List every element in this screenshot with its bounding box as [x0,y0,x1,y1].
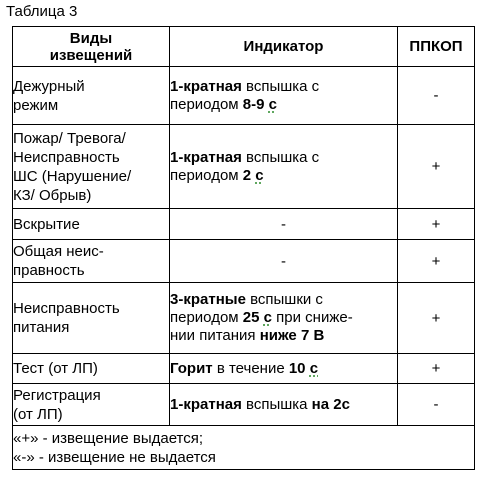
ppkop-cell: - [398,384,475,426]
legend-minus-note: «-» - извещение не выдается [13,448,216,466]
indicator-cell: 1-кратная вспышка с периодом 2 с [170,125,398,209]
header-ppkop: ППКОП [398,27,475,67]
table-row [13,67,475,125]
indicator-cell: 1-кратная вспышка на 2с [170,384,398,426]
indicator-cell: 1-кратная вспышка с периодом 8-9 с [170,67,398,125]
table-caption: Таблица 3 [6,3,78,20]
table-row [13,125,475,209]
indicator-cell: - [170,209,398,240]
ppkop-cell: + [398,354,475,384]
notification-type-cell: Дежурный режим [13,67,170,125]
ppkop-cell: - [398,67,475,125]
table-row [13,354,475,384]
notification-type-cell: Неисправность питания [13,283,170,354]
notification-type-cell: Пожар/ Тревога/ Неисправность ШС (Нарушение/ КЗ/ Обрыв) [13,125,170,209]
ppkop-cell: + [398,125,475,209]
legend-cell [13,426,475,470]
ppkop-cell: + [398,240,475,283]
notification-table [12,26,475,470]
table-row [13,209,475,240]
table-row [13,240,475,283]
table-row [13,384,475,426]
legend-plus-note: «+» - извещение выдается; [13,429,204,447]
notification-type-cell: Общая неис- правность [13,240,170,283]
ppkop-cell: + [398,283,475,354]
header-indicator: Индикатор [170,27,398,67]
indicator-cell: Горит в течение 10 с [170,354,398,384]
notification-type-cell: Вскрытие [13,209,170,240]
indicator-cell: 3-кратные вспышки с периодом 25 с при сниже- нии питания ниже 7 В [170,283,398,354]
legend-row [13,426,475,470]
notification-type-cell: Тест (от ЛП) [13,354,170,384]
indicator-cell: - [170,240,398,283]
ppkop-cell: + [398,209,475,240]
notification-type-cell: Регистрация (от ЛП) [13,384,170,426]
table-row [13,283,475,354]
header-row [13,27,475,67]
header-notification-type: Виды извещений [13,27,170,67]
